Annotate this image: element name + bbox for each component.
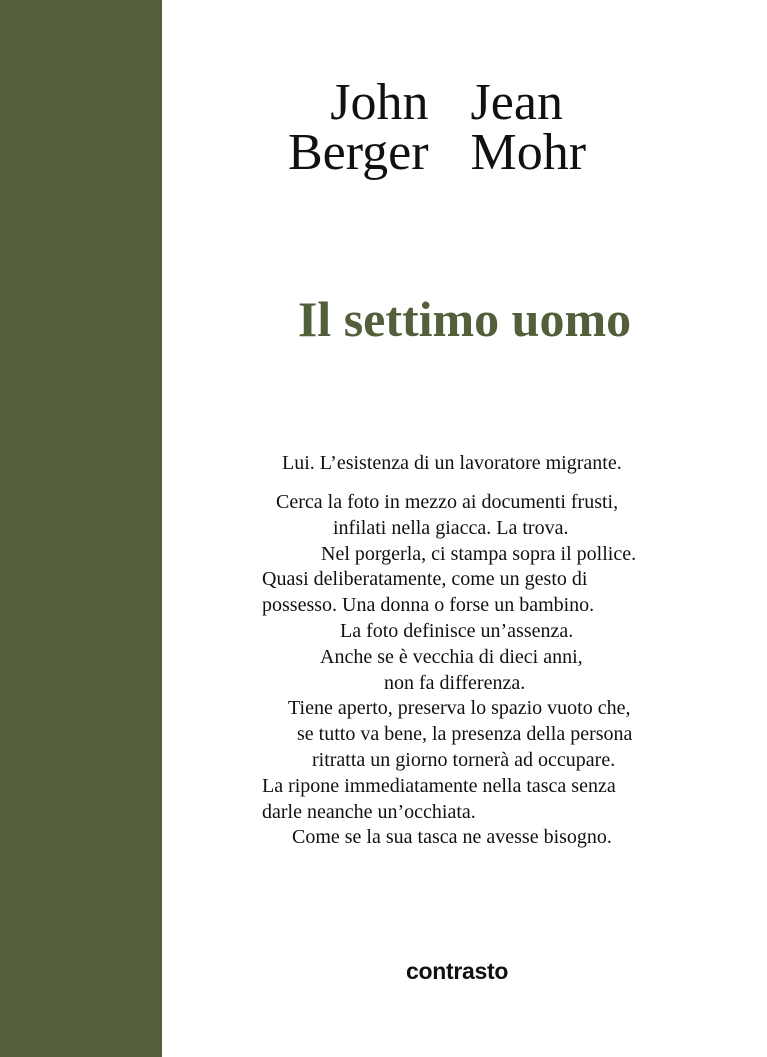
blurb-line: Quasi deliberatamente, come un gesto di	[262, 568, 588, 591]
authors	[288, 74, 587, 181]
author-last-name: Mohr	[470, 124, 587, 181]
blurb-line: possesso. Una donna o forse un bambino.	[262, 594, 595, 617]
blurb-line: Tiene aperto, preserva lo spazio vuoto che,	[288, 697, 631, 720]
author-last-name: Berger	[288, 124, 429, 181]
blurb-line: La foto definisce un’assenza.	[340, 620, 574, 642]
blurb-line: ritratta un giorno tornerà ad occupare.	[312, 749, 616, 771]
blurb-line: La ripone immediatamente nella tasca senza	[262, 774, 616, 797]
blurb-line: non fa differenza.	[384, 671, 526, 694]
publisher-logo: contrasto	[406, 958, 509, 984]
author-john-berger	[288, 74, 429, 181]
book-title: Il settimo uomo	[297, 291, 632, 347]
blurb-line: darle neanche un’occhiata.	[262, 800, 476, 823]
blurb-line: Cerca la foto in mezzo ai documenti frusti,	[276, 491, 619, 513]
cover-spine-band	[0, 0, 162, 1057]
author-first-name: John	[330, 74, 429, 131]
blurb-line: Come se la sua tasca ne avesse bisogno.	[292, 826, 612, 849]
author-jean-mohr	[470, 74, 587, 181]
blurb-line: Nel porgerla, ci stampa sopra il pollice.	[321, 542, 637, 565]
author-first-name: Jean	[470, 74, 563, 131]
blurb-line: infilati nella giacca. La trova.	[333, 516, 569, 539]
blurb-line: se tutto va bene, la presenza della persona	[297, 723, 633, 746]
blurb-line: Anche se è vecchia di dieci anni,	[320, 645, 583, 668]
blurb-lead: Lui. L’esistenza di un lavoratore migrante.	[282, 452, 622, 474]
